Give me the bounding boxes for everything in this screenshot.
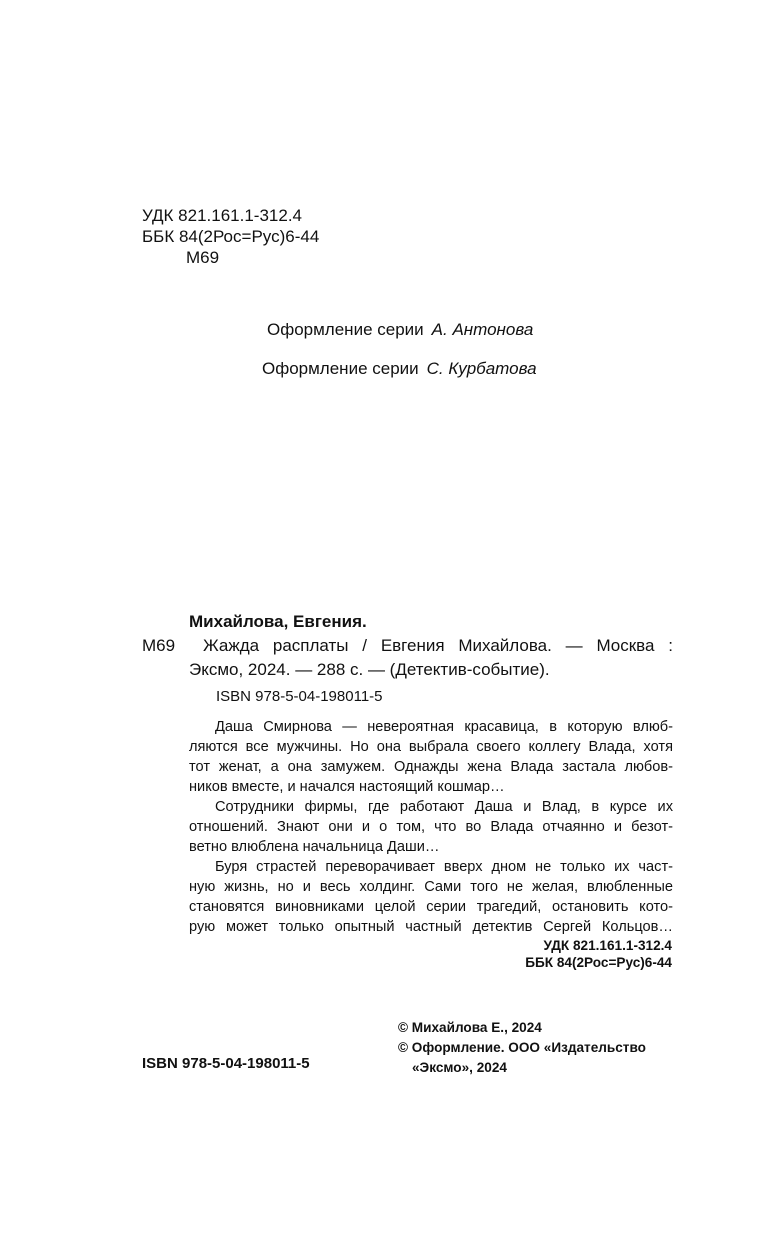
annotation-line: ляются все мужчины. Но она выбрала своего коллегу Влада, хотя xyxy=(189,739,673,755)
annotation-line: Даша Смирнова — невероятная красавица, в которую влюб- xyxy=(215,719,673,735)
bbk-code-top: ББК 84(2Рос=Рус)6-44 xyxy=(142,227,320,246)
annotation-line: тот женат, а она замужем. Однажды жена Влада застала любов- xyxy=(189,759,673,775)
annotation-line: становятся виновниками целой серии трагедий, остановить кото- xyxy=(189,899,673,915)
annotation-line: отношений. Знают они и о том, что во Влада отчаянно и безот- xyxy=(189,819,673,835)
credit-label: Оформление серии xyxy=(262,359,419,378)
bibliographic-description-line2: Эксмо, 2024. — 288 с. — (Детектив-событие). xyxy=(189,660,550,679)
bibliographic-description-line1: Жажда расплаты / Евгения Михайлова. — Москва : xyxy=(203,636,673,655)
annotation-line: ветно влюблена начальница Даши… xyxy=(189,839,440,855)
annotation-line: ников вместе, и начался настоящий кошмар… xyxy=(189,779,505,795)
copyright-publisher: «Эксмо», 2024 xyxy=(412,1060,507,1075)
copyright-author: © Михайлова Е., 2024 xyxy=(398,1020,542,1035)
bbk-code-bottom: ББК 84(2Рос=Рус)6-44 xyxy=(525,955,672,970)
udk-code-bottom: УДК 821.161.1-312.4 xyxy=(543,938,672,953)
annotation-line: Буря страстей переворачивает вверх дном не только их част- xyxy=(215,859,673,875)
isbn-bottom: ISBN 978-5-04-198011-5 xyxy=(142,1055,310,1072)
annotation-line: ную жизнь, но и весь холдинг. Сами того не желая, влюбленные xyxy=(189,879,673,895)
credit-label: Оформление серии xyxy=(267,320,424,339)
annotation xyxy=(189,717,673,937)
series-design-credit-2 xyxy=(262,359,537,379)
series-design-credit-1 xyxy=(267,320,533,340)
udk-code-top: УДК 821.161.1-312.4 xyxy=(142,206,303,225)
annotation-line: рую может только опытный частный детектив Сергей Кольцов… xyxy=(189,919,673,935)
author-heading: Михайлова, Евгения. xyxy=(189,612,367,631)
credit-name: С. Курбатова xyxy=(426,359,537,378)
copyright-design: © Оформление. ООО «Издательство xyxy=(398,1040,646,1055)
isbn-entry: ISBN 978-5-04-198011-5 xyxy=(216,688,383,705)
credit-name: А. Антонова xyxy=(431,320,534,339)
author-mark-top: М69 xyxy=(186,248,220,267)
annotation-line: Сотрудники фирмы, где работают Даша и Влад, в курсе их xyxy=(215,799,673,815)
author-mark-entry: М69 xyxy=(142,636,176,655)
